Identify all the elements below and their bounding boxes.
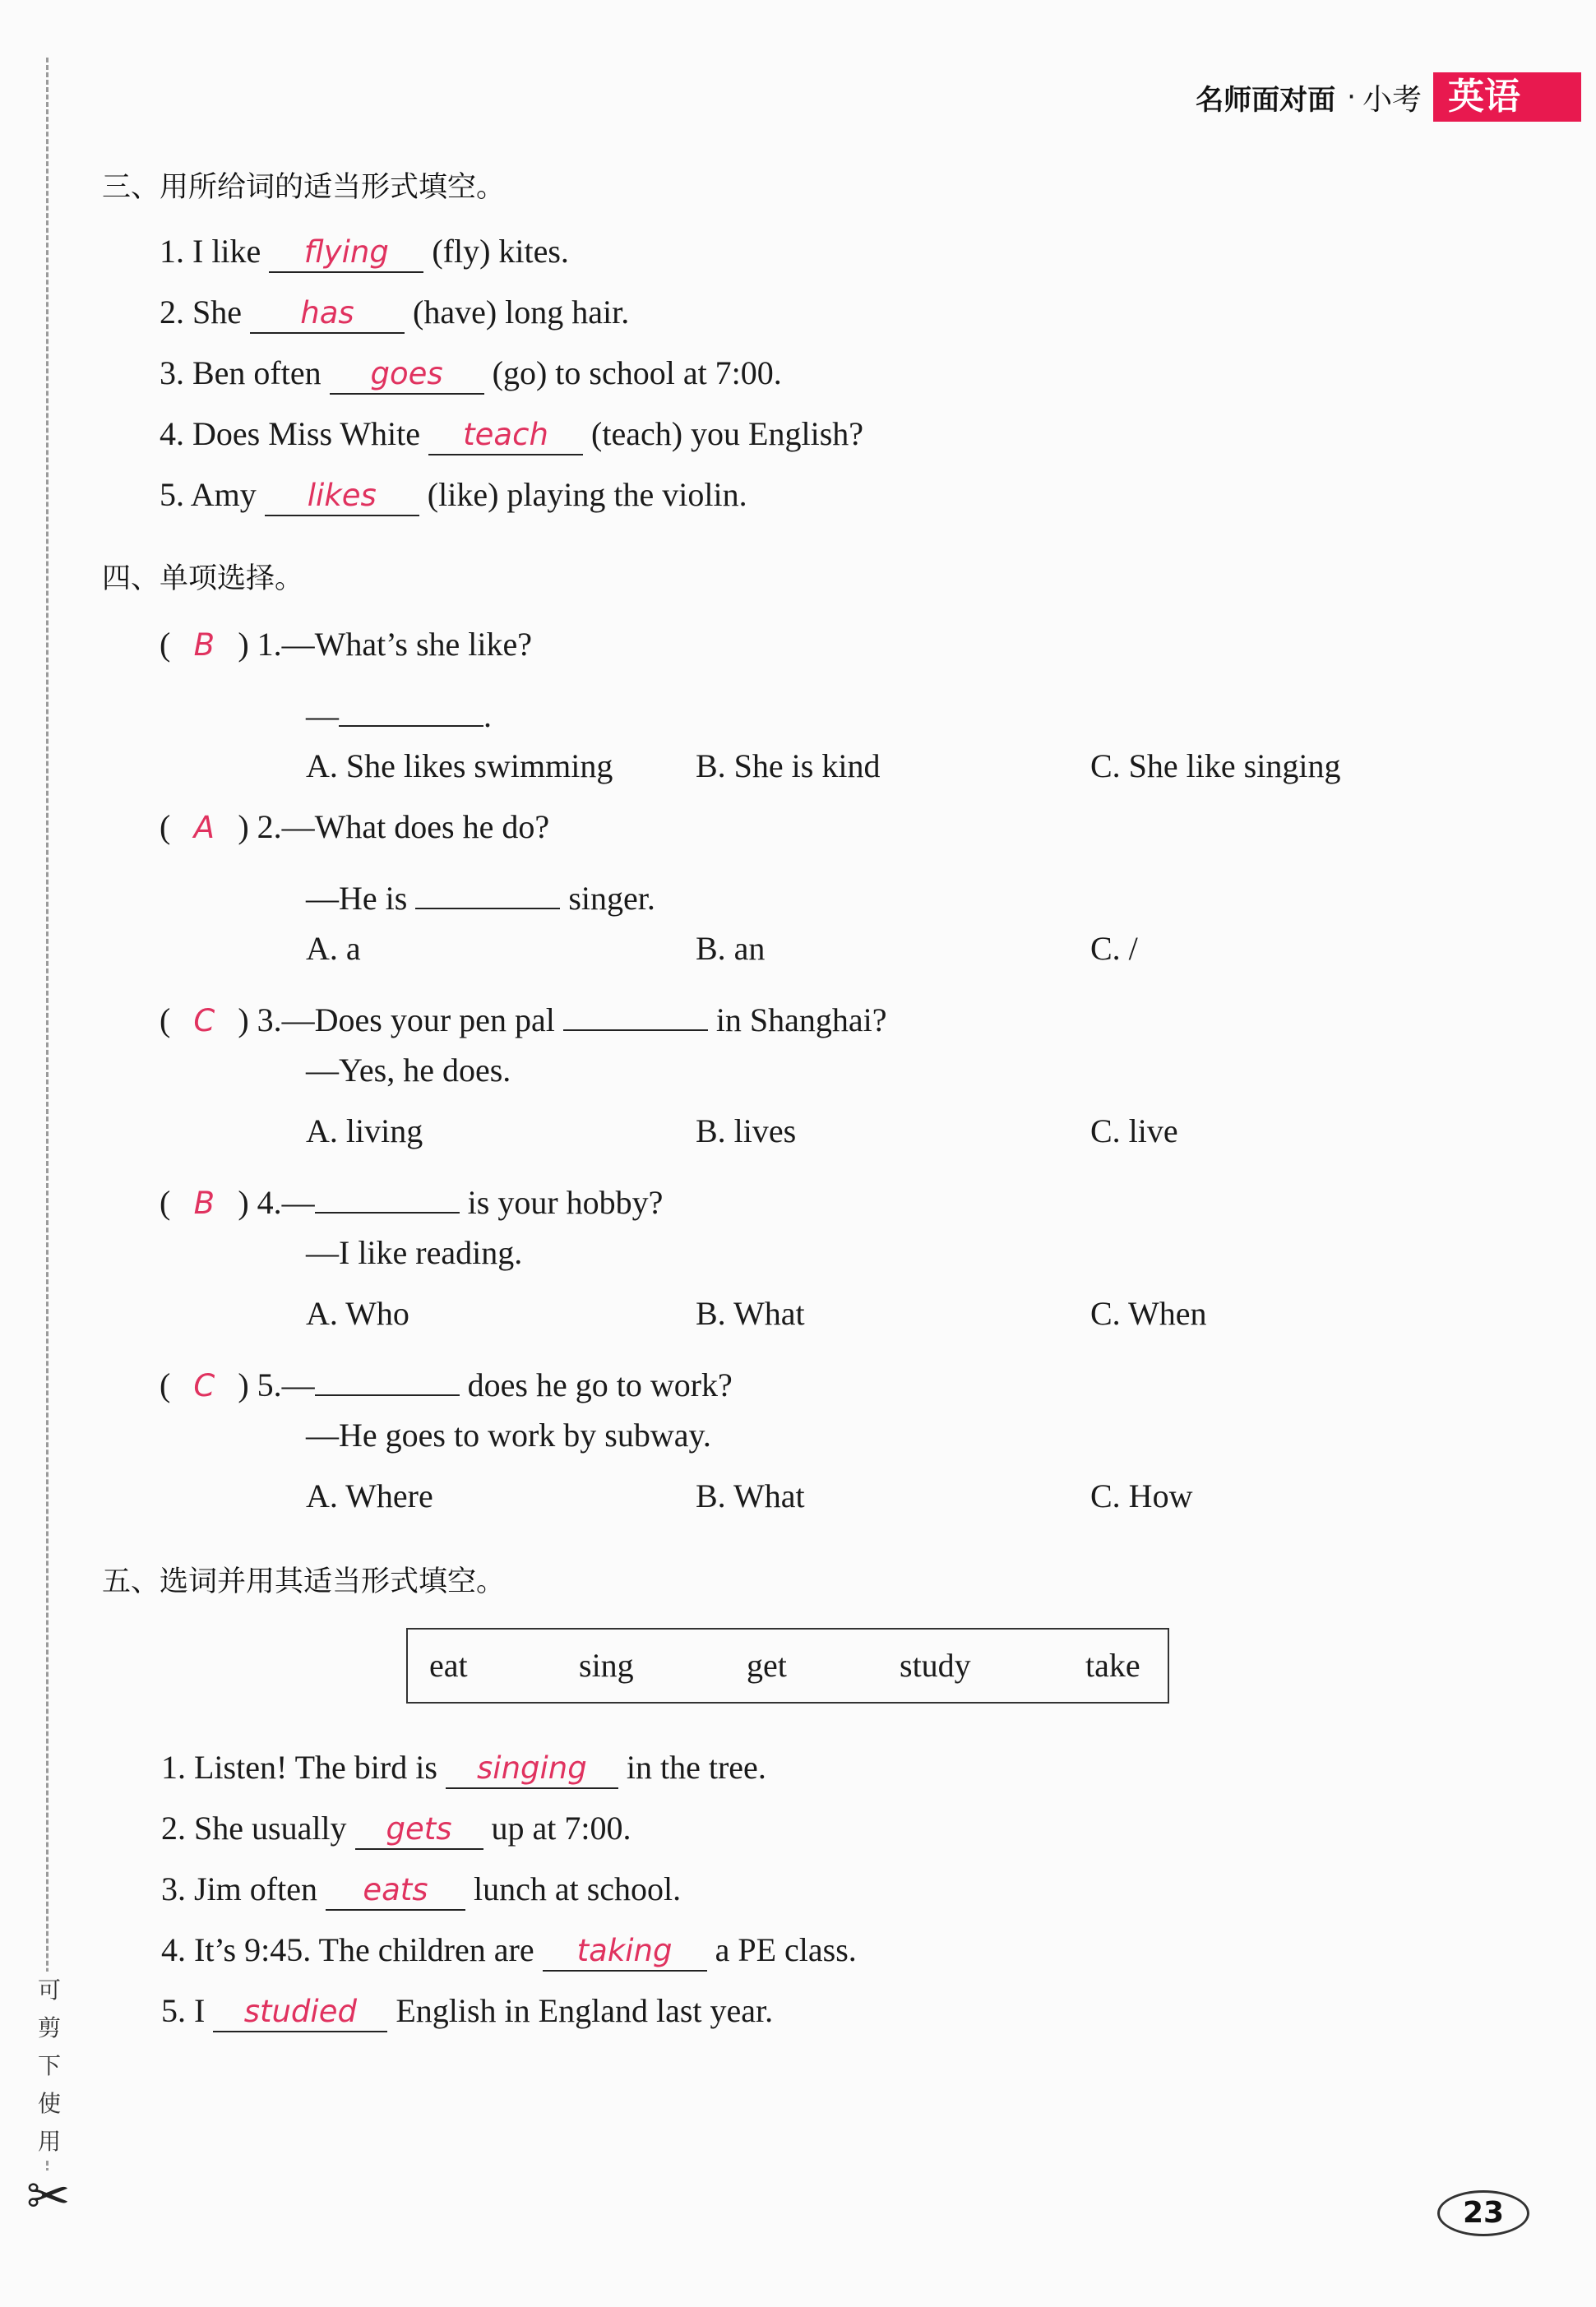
option-b: B. lives xyxy=(696,1112,797,1149)
answer-blank: flying xyxy=(269,232,423,273)
word-bank-item: eat xyxy=(429,1647,468,1684)
cut-char: 剪 xyxy=(37,2014,61,2041)
page-number: 23 xyxy=(1437,2190,1529,2236)
s5-item-3: 3. Jim often eats lunch at school. xyxy=(161,1870,681,1911)
option-c: C. How xyxy=(1090,1477,1193,1514)
s5-item-4: 4. It’s 9:45. The children are taking a PE class. xyxy=(161,1930,857,1972)
option-b: B. She is kind xyxy=(696,747,881,784)
s3-item-4: 4. Does Miss White teach (teach) you English? xyxy=(160,414,863,455)
series-title: 名师面对面 xyxy=(1196,83,1336,117)
s4-response-4: —I like reading. xyxy=(306,1234,523,1271)
option-b: B. What xyxy=(696,1295,805,1332)
cut-char: 使 xyxy=(37,2090,61,2117)
s5-item-5: 5. I studied English in England last year. xyxy=(161,1991,773,2032)
answer-blank: likes xyxy=(265,475,419,516)
word-bank-item: sing xyxy=(579,1647,634,1684)
scissors-icon: ✂ xyxy=(26,2166,71,2227)
answer-blank: teach xyxy=(428,414,583,455)
answer-blank xyxy=(339,686,483,727)
cut-char: 可 xyxy=(37,1976,61,2004)
s4-response-2: —He is singer. xyxy=(306,868,655,918)
option-c: C. / xyxy=(1090,930,1138,967)
choice-answer: C xyxy=(193,1368,215,1403)
cut-line xyxy=(46,58,49,2195)
s4-response-1: — . xyxy=(306,686,492,736)
answer-blank xyxy=(563,990,708,1031)
option-a: A. She likes swimming xyxy=(306,747,613,784)
answer-blank: singing xyxy=(446,1748,618,1789)
header-separator: · xyxy=(1347,81,1356,113)
cut-here-label xyxy=(33,1972,66,2161)
answer-blank: eats xyxy=(326,1870,465,1911)
section5-title: 五、选词并用其适当形式填空。 xyxy=(102,1565,506,1598)
s4-question-3: ( C ) 3.—Does your pen pal in Shanghai? xyxy=(160,990,887,1041)
s3-item-2: 2. She has (have) long hair. xyxy=(160,293,629,334)
word-bank-item: study xyxy=(900,1647,971,1684)
s3-item-5: 5. Amy likes (like) playing the violin. xyxy=(160,475,747,516)
s3-item-1: 1. I like flying (fly) kites. xyxy=(160,232,569,273)
choice-answer: A xyxy=(193,810,215,845)
option-a: A. living xyxy=(306,1112,423,1149)
s4-response-5: —He goes to work by subway. xyxy=(306,1417,711,1454)
answer-blank: has xyxy=(250,293,405,334)
word-bank xyxy=(406,1628,1169,1704)
choice-answer: B xyxy=(193,627,215,663)
s5-item-2: 2. She usually gets up at 7:00. xyxy=(161,1809,631,1850)
answer-blank: goes xyxy=(330,354,484,395)
s4-question-2: ( A ) 2.—What does he do? xyxy=(160,807,549,848)
level-label: 小考 xyxy=(1362,82,1422,117)
choice-answer: B xyxy=(193,1186,215,1221)
s4-question-4: ( B ) 4.— is your hobby? xyxy=(160,1172,663,1223)
answer-blank: gets xyxy=(355,1809,483,1850)
option-c: C. When xyxy=(1090,1295,1207,1332)
answer-blank xyxy=(315,1172,460,1214)
subject-badge: 英语 xyxy=(1433,72,1581,122)
option-a: A. Where xyxy=(306,1477,433,1514)
cut-char: 用 xyxy=(37,2128,61,2155)
page-header xyxy=(1196,72,1581,122)
option-a: A. Who xyxy=(306,1295,409,1332)
word-bank-item: take xyxy=(1085,1647,1140,1684)
option-c: C. live xyxy=(1090,1112,1178,1149)
answer-blank: studied xyxy=(213,1991,387,2032)
option-b: B. What xyxy=(696,1477,805,1514)
s5-item-1: 1. Listen! The bird is singing in the tree. xyxy=(161,1748,766,1789)
cut-char: 下 xyxy=(37,2052,61,2079)
answer-blank: taking xyxy=(543,1930,707,1972)
section4-title: 四、单项选择。 xyxy=(102,562,304,595)
s4-question-1: ( B ) 1.—What’s she like? xyxy=(160,625,532,665)
s4-response-3: —Yes, he does. xyxy=(306,1052,511,1089)
word-bank-item: get xyxy=(747,1647,787,1684)
option-b: B. an xyxy=(696,930,766,967)
s4-question-5: ( C ) 5.— does he go to work? xyxy=(160,1355,733,1406)
section3-title: 三、用所给词的适当形式填空。 xyxy=(102,171,506,204)
s3-item-3: 3. Ben often goes (go) to school at 7:00. xyxy=(160,354,782,395)
answer-blank xyxy=(315,1355,460,1396)
option-a: A. a xyxy=(306,930,361,967)
choice-answer: C xyxy=(193,1003,215,1038)
answer-blank xyxy=(415,868,560,909)
option-c: C. She like singing xyxy=(1090,747,1341,784)
